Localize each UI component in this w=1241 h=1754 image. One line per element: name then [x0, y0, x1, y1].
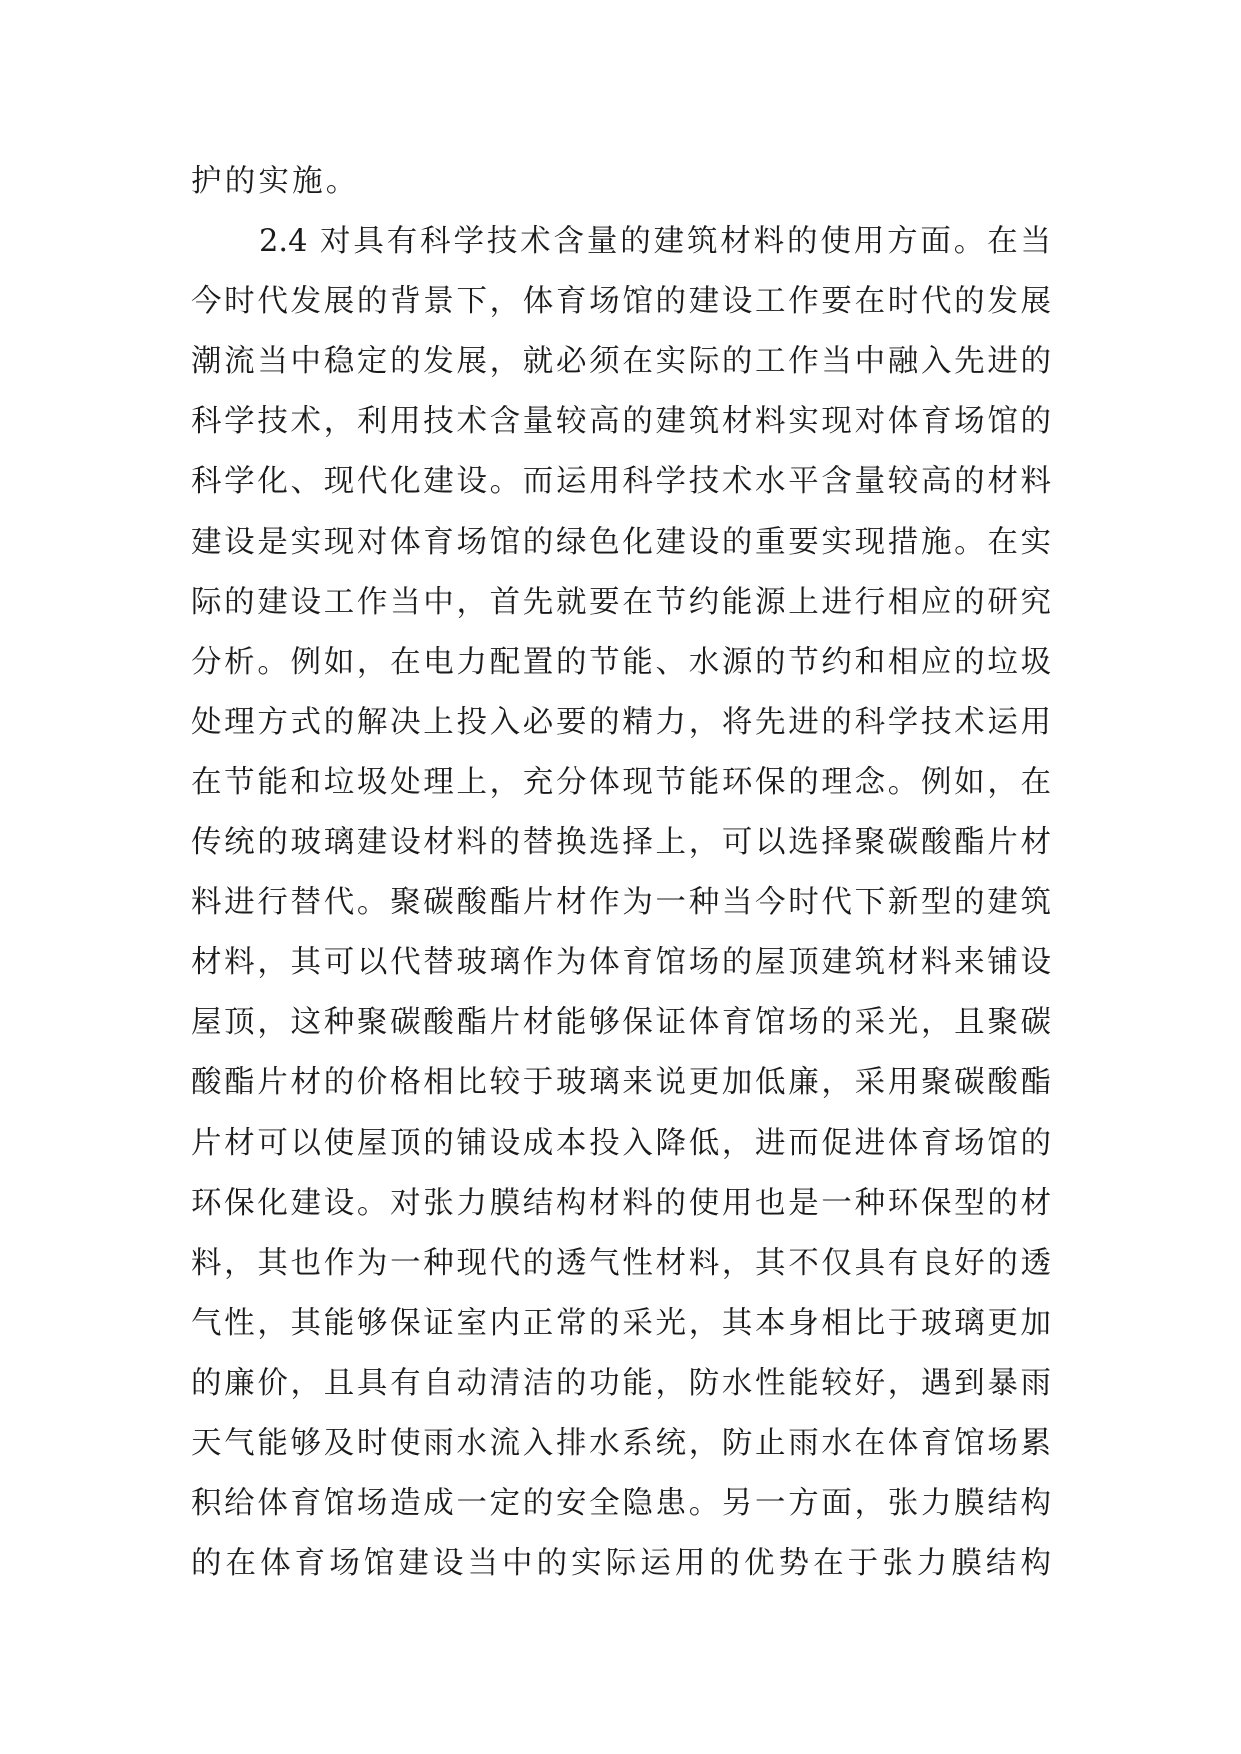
text-line: 屋顶，这种聚碳酸酯片材能够保证体育馆场的采光，且聚碳	[191, 1005, 1051, 1041]
text-line: 分析。例如，在电力配置的节能、水源的节约和相应的垃圾	[191, 644, 1051, 680]
text-line: 际的建设工作当中，首先就要在节约能源上进行相应的研究	[191, 584, 1051, 620]
text-line: 环保化建设。对张力膜结构材料的使用也是一种环保型的材	[191, 1185, 1051, 1221]
text-line: 材料，其可以代替玻璃作为体育馆场的屋顶建筑材料来铺设	[191, 945, 1051, 981]
text-line: 的在体育场馆建设当中的实际运用的优势在于张力膜结构	[191, 1546, 1051, 1582]
text-line: 的廉价，且具有自动清洁的功能，防水性能较好，遇到暴雨	[191, 1365, 1051, 1401]
text-line: 片材可以使屋顶的铺设成本投入降低，进而促进体育场馆的	[191, 1125, 1051, 1161]
text-line: 科学化、现代化建设。而运用科学技术水平含量较高的材料	[191, 464, 1051, 500]
text-line: 今时代发展的背景下，体育场馆的建设工作要在时代的发展	[191, 284, 1051, 320]
text-line: 处理方式的解决上投入必要的精力，将先进的科学技术运用	[191, 704, 1051, 740]
text-line: 天气能够及时使雨水流入排水系统，防止雨水在体育馆场累	[191, 1425, 1051, 1461]
body-text	[191, 152, 1051, 1594]
text-line: 气性，其能够保证室内正常的采光，其本身相比于玻璃更加	[191, 1305, 1051, 1341]
text-line: 护的实施。	[191, 164, 360, 199]
text-line: 科学技术，利用技术含量较高的建筑材料实现对体育场馆的	[191, 404, 1051, 440]
text-line: 潮流当中稳定的发展，就必须在实际的工作当中融入先进的	[191, 344, 1051, 380]
text-line: 传统的玻璃建设材料的替换选择上，可以选择聚碳酸酯片材	[191, 825, 1051, 861]
text-line: 料，其也作为一种现代的透气性材料，其不仅具有良好的透	[191, 1245, 1051, 1281]
text-line: 建设是实现对体育场馆的绿色化建设的重要实现措施。在实	[191, 524, 1051, 560]
text-line-section-heading: 2.4 对具有科学技术含量的建筑材料的使用方面。在当	[259, 224, 1051, 260]
text-line: 积给体育馆场造成一定的安全隐患。另一方面，张力膜结构	[191, 1486, 1051, 1522]
text-line: 料进行替代。聚碳酸酯片材作为一种当今时代下新型的建筑	[191, 885, 1051, 921]
text-line: 在节能和垃圾处理上，充分体现节能环保的理念。例如，在	[191, 764, 1051, 800]
text-line: 酸酯片材的价格相比较于玻璃来说更加低廉，采用聚碳酸酯	[191, 1065, 1051, 1101]
